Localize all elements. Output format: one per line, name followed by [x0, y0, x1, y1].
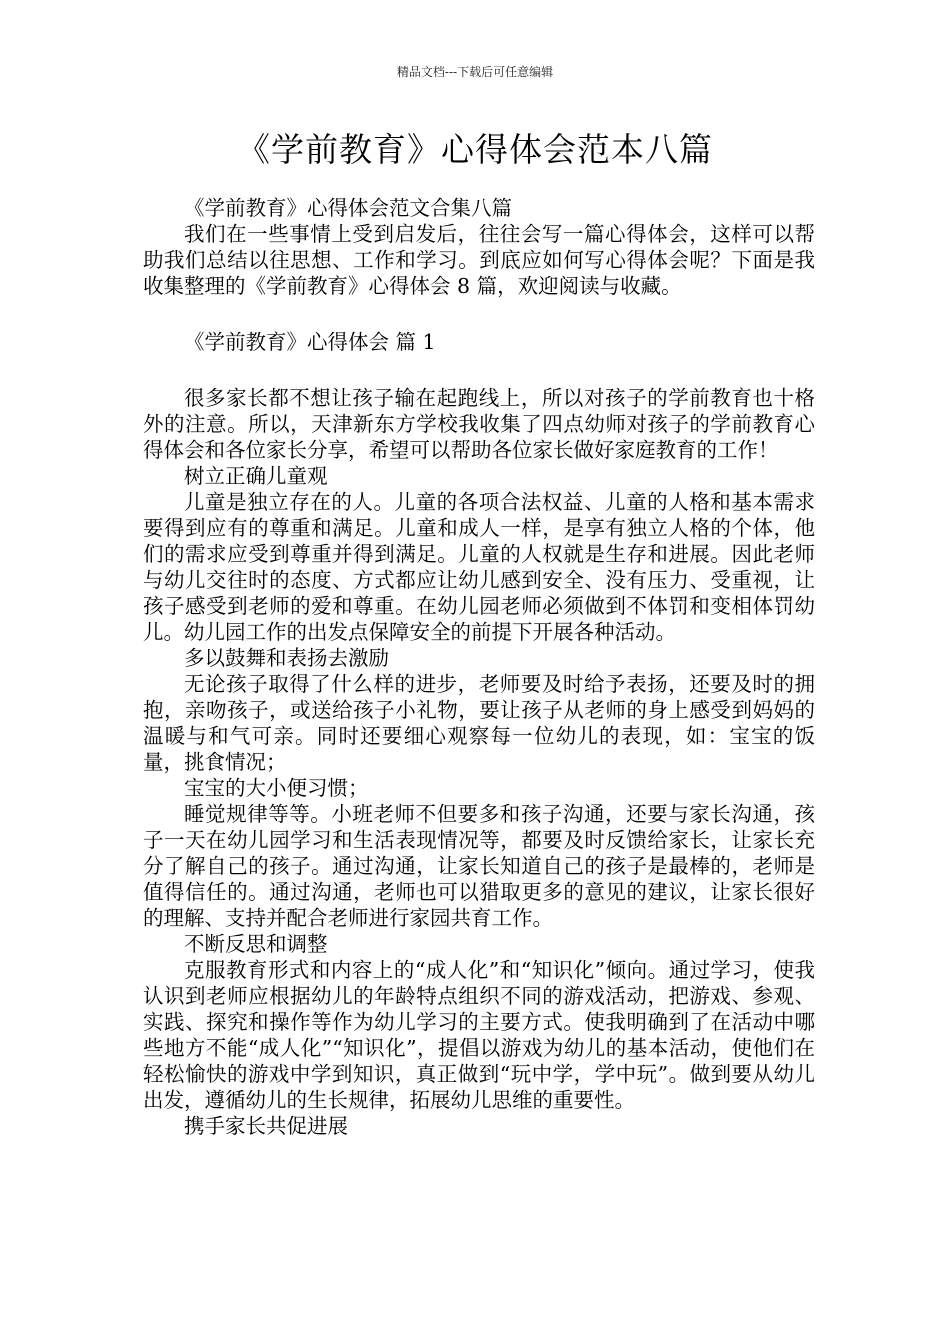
section-heading: 《学前教育》心得体会 篇 1	[184, 330, 436, 354]
document-body	[143, 195, 815, 1139]
page-header: 精品文档---下载后可任意编辑	[396, 65, 554, 79]
paragraph: 宝宝的大小便习惯；	[184, 776, 369, 800]
paragraph: 无论孩子取得了什么样的进步，老师要及时给予表扬，还要及时的拥抱，亲吻孩子，或送给孩子小礼物，要让孩子从老师的身上感受到妈妈的温暖与和气可亲。同时还要细心观察每一位幼儿的表现，如：宝宝的饭量，挑食情况；	[143, 672, 815, 774]
paragraph: 睡觉规律等等。小班老师不但要多和孩子沟通，还要与家长沟通，孩子一天在幼儿园学习和生活表现情况等，都要及时反馈给家长，让家长充分了解自己的孩子。通过沟通，让家长知道自己的孩子是最棒的，老师是值得信任的。通过沟通，老师也可以猎取更多的意见的建议，让家长很好的理解、支持并配合老师进行家园共育工作。	[143, 802, 815, 930]
paragraph: 儿童是独立存在的人。儿童的各项合法权益、儿童的人格和基本需求要得到应有的尊重和满足。儿童和成人一样，是享有独立人格的个体，他们的需求应受到尊重并得到满足。儿童的人权就是生存和进展。因此老师与幼儿交往时的态度、方式都应让幼儿感到安全、没有压力、受重视，让孩子感受到老师的爱和尊重。在幼儿园老师必须做到不体罚和变相体罚幼儿。幼儿园工作的出发点保障安全的前提下开展各种活动。	[143, 490, 815, 644]
paragraph: 很多家长都不想让孩子输在起跑线上，所以对孩子的学前教育也十格外的注意。所以，天津新东方学校我收集了四点幼师对孩子的学前教育心得体会和各位家长分享，希望可以帮助各位家长做好家庭教育的工作！	[143, 386, 815, 462]
document-title: 《学前教育》心得体会范本八篇	[237, 130, 713, 169]
subheading: 树立正确儿童观	[184, 464, 328, 488]
subheading: 多以鼓舞和表扬去激励	[184, 646, 389, 670]
subheading: 不断反思和调整	[184, 932, 328, 956]
subheading: 携手家长共促进展	[184, 1114, 348, 1138]
intro-heading: 《学前教育》心得体会范文合集八篇	[184, 196, 512, 220]
intro-paragraph: 我们在一些事情上受到启发后，往往会写一篇心得体会，这样可以帮助我们总结以往思想、工作和学习。到底应如何写心得体会呢？下面是我收集整理的《学前教育》心得体会 8 篇，欢迎阅读与收藏。	[143, 222, 815, 298]
paragraph: 克服教育形式和内容上的“成人化”和“知识化”倾向。通过学习，使我认识到老师应根据幼儿的年龄特点组织不同的游戏活动，把游戏、参观、实践、探究和操作等作为幼儿学习的主要方式。使我明确到了在活动中哪些地方不能“成人化”“知识化”，提倡以游戏为幼儿的基本活动，使他们在轻松愉快的游戏中学到知识，真正做到“玩中学，学中玩”。做到要从幼儿出发，遵循幼儿的生长规律，拓展幼儿思维的重要性。	[143, 958, 815, 1112]
